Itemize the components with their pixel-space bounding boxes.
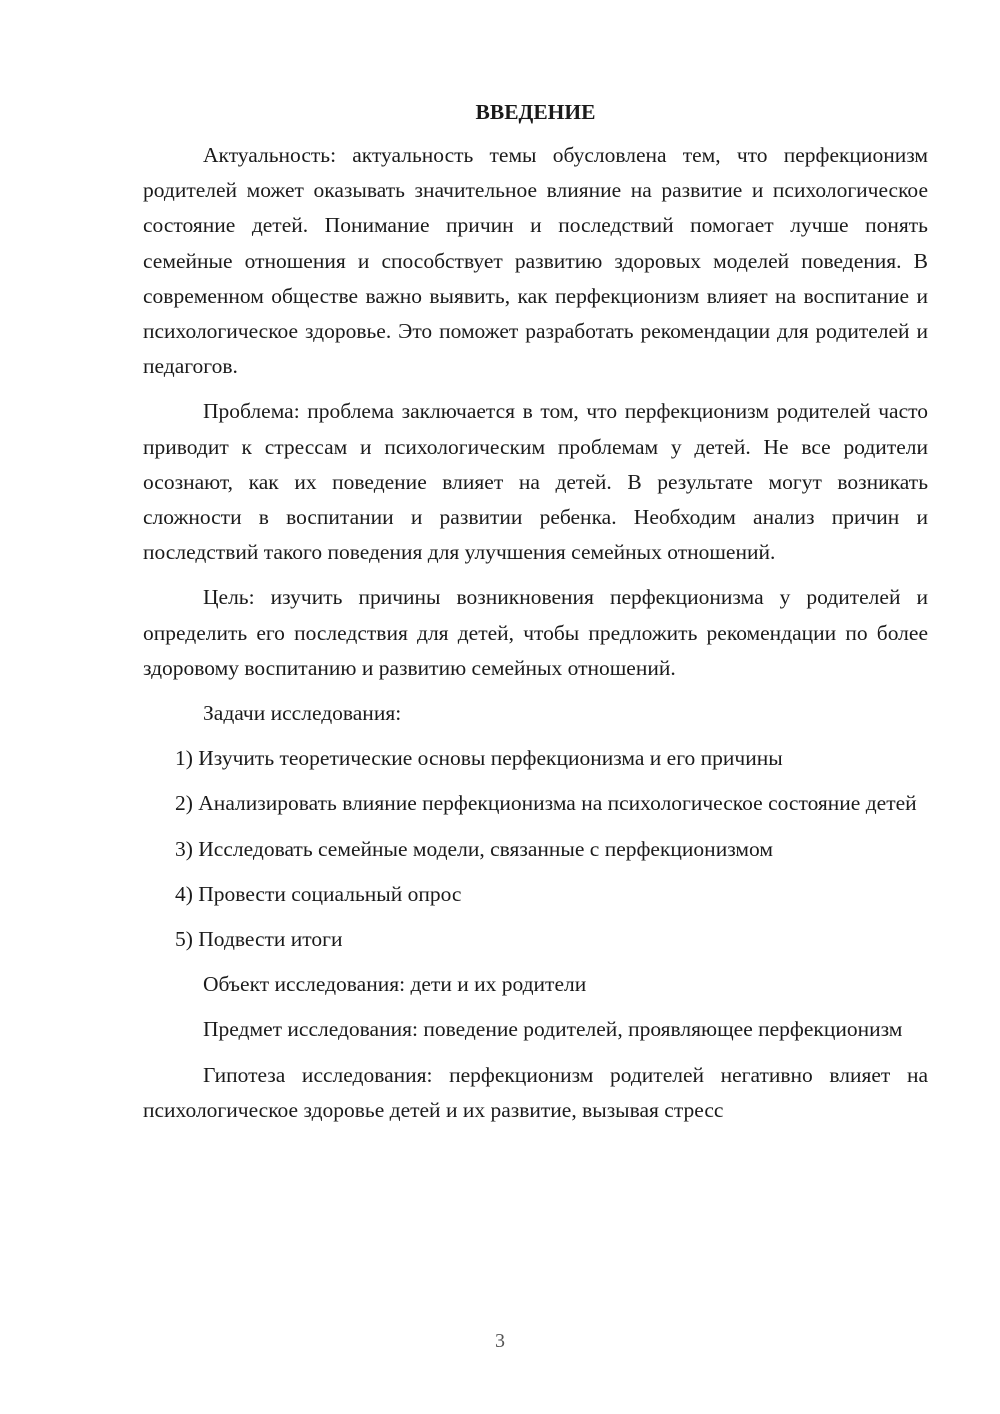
hypothesis-paragraph: Гипотеза исследования: перфекционизм родителей негативно влияет на психологическое здоровье детей и их развитие, вызывая стресс [143, 1062, 928, 1122]
relevance-paragraph: Актуальность: актуальность темы обусловлена тем, что перфекционизм родителей может оказывать значительное влияние на развитие и психологическое состояние детей. Понимание причин и последствий помогает лучше понять семейные отношения и способствует развитию здоровых моделей поведения. В современном обществе важно выявить, как перфекционизм влияет на воспитание и психологическое здоровье. Это поможет разработать рекомендации для родителей и педагогов. [143, 143, 928, 379]
task-item: 2) Анализировать влияние перфекционизма на психологическое состояние детей [175, 791, 917, 816]
goal-paragraph: Цель: изучить причины возникновения перфекционизма у родителей и определить его последствия для детей, чтобы предложить рекомендации по более здоровому воспитанию и развитию семейных отношений. [143, 585, 928, 680]
task-item: 1) Изучить теоретические основы перфекционизма и его причины [175, 746, 783, 771]
page-number: 3 [495, 1330, 505, 1352]
subject-paragraph: Предмет исследования: поведение родителей, проявляющее перфекционизм [203, 1017, 903, 1042]
object-paragraph: Объект исследования: дети и их родители [203, 972, 587, 997]
tasks-heading: Задачи исследования: [203, 701, 402, 726]
page-title: ВВЕДЕНИЕ [475, 100, 596, 124]
task-item: 3) Исследовать семейные модели, связанные с перфекционизмом [175, 836, 773, 861]
document-page [143, 96, 928, 1138]
task-item: 5) Подвести итоги [175, 927, 343, 952]
problem-paragraph: Проблема: проблема заключается в том, что перфекционизм родителей часто приводит к стрессам и психологическим проблемам у детей. Не все родители осознают, как их поведение влияет на детей. В результате могут возникать сложности в воспитании и развитии ребенка. Необходим анализ причин и последствий такого поведения для улучшения семейных отношений. [143, 399, 928, 565]
task-item: 4) Провести социальный опрос [175, 881, 462, 906]
